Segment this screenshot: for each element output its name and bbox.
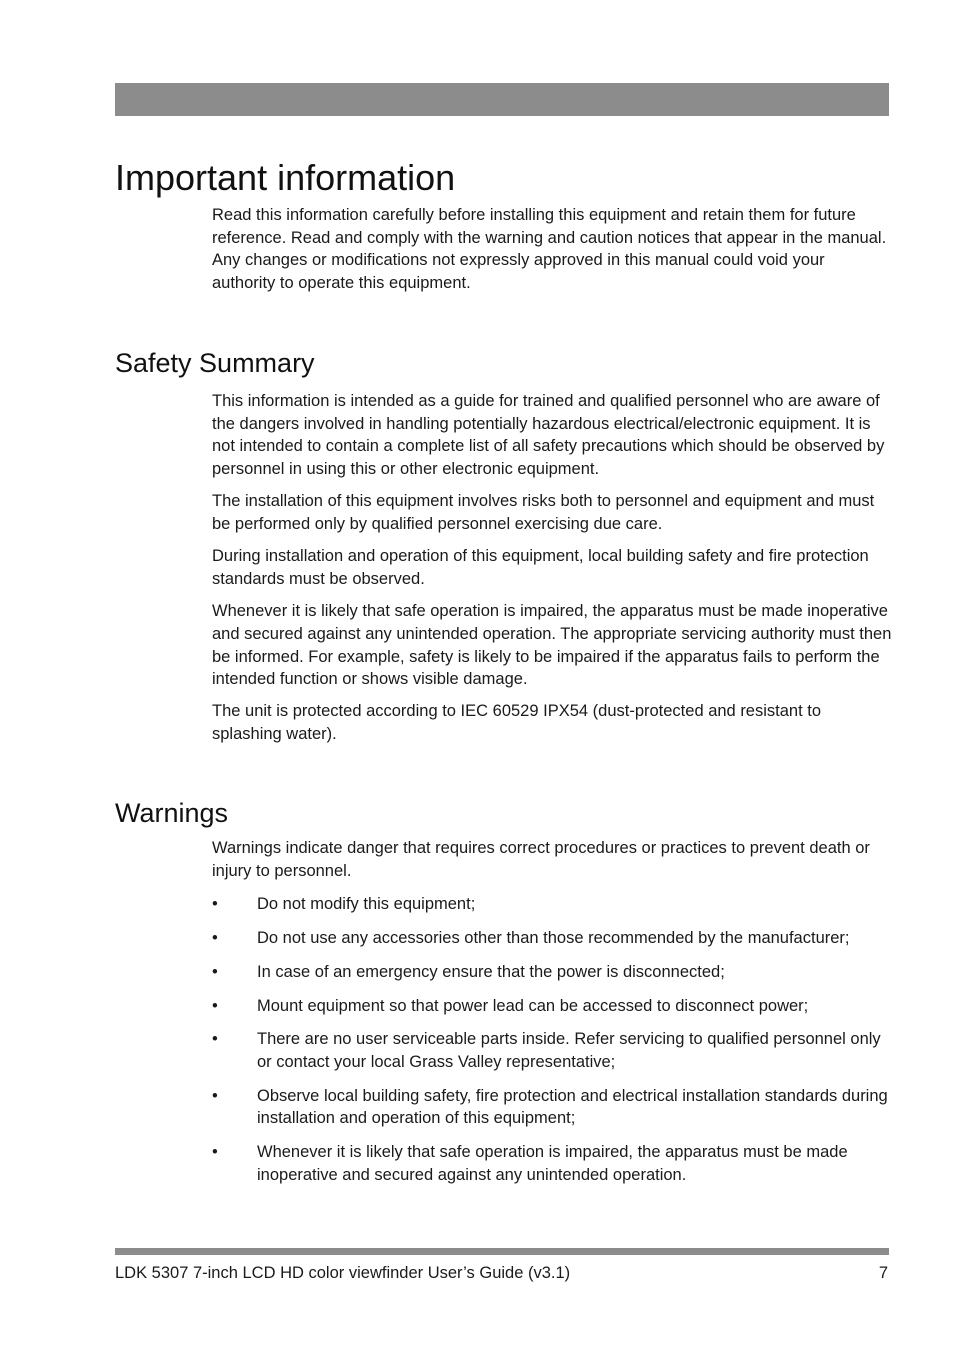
safety-paragraph: Whenever it is likely that safe operation is impaired, the apparatus must be made inoperative and secured against any unintended operation. The appropriate servicing authority must then be informed. For example, safety is likely to be impaired if the apparatus fails to perform the intended function or shows visible damage. [212,602,892,689]
list-item-text: Whenever it is likely that safe operation is impaired, the apparatus must be made inoperative and secured against any unintended operation. [257,1143,848,1184]
header-rule-bar [115,83,889,116]
warnings-heading: Warnings [115,798,229,828]
bullet-icon: • [212,1086,218,1105]
bullet-icon: • [212,1030,218,1049]
warnings-section [212,837,892,1197]
bullet-icon: • [212,962,218,981]
intro-section [212,204,892,304]
list-item-text: Do not modify this equipment; [257,895,476,914]
bullet-icon: • [212,895,218,914]
list-item [212,893,892,916]
list-item-text: Do not use any accessories other than those recommended by the manufacturer; [257,929,850,948]
safety-summary-heading: Safety Summary [115,348,315,378]
warnings-list [212,893,892,1186]
bullet-icon: • [212,1143,218,1162]
list-item [212,1141,892,1186]
list-item [212,1028,892,1073]
safety-paragraph: During installation and operation of this equipment, local building safety and fire protection standards must be observed. [212,547,869,588]
list-item-text: Mount equipment so that power lead can be accessed to disconnect power; [257,996,809,1015]
list-item-text: Observe local building safety, fire protection and electrical installation standards during installation and operation of this equipment; [257,1086,888,1128]
safety-summary-section [212,390,892,755]
list-item [212,961,892,984]
list-item [212,1085,892,1130]
intro-paragraph: Read this information carefully before installing this equipment and retain them for future reference. Read and comply with the warning and caution notices that appear in the manual. Any changes or modifications not expressly approved in this manual could void your authority to operate this equipment. [212,206,887,293]
list-item-text: In case of an emergency ensure that the power is disconnected; [257,962,725,981]
safety-paragraph: The unit is protected according to IEC 60529 IPX54 (dust-protected and resistant to splashing water). [212,702,822,744]
footer-document-title: LDK 5307 7-inch LCD HD color viewfinder User’s Guide (v3.1) [115,1264,571,1282]
safety-paragraph: This information is intended as a guide for trained and qualified personnel who are aware of the dangers involved in handling potentially hazardous electrical/electronic equipment. It is not intended to contain a complete list of all safety precautions which should be observed by personnel in using this or other electronic equipment. [212,392,885,479]
list-item [212,927,892,950]
list-item-text: There are no user serviceable parts inside. Refer servicing to qualified personnel only or contact your local Grass Valley representative; [257,1030,881,1071]
list-item [212,995,892,1018]
bullet-icon: • [212,929,218,948]
footer-rule-bar [115,1248,889,1255]
warnings-intro: Warnings indicate danger that requires correct procedures or practices to prevent death or injury to personnel. [212,839,870,880]
safety-paragraph: The installation of this equipment involves risks both to personnel and equipment and must be performed only by qualified personnel exercising due care. [212,492,875,534]
page-number: 7 [878,1264,888,1282]
bullet-icon: • [212,996,218,1015]
page-title: Important information [115,157,456,198]
